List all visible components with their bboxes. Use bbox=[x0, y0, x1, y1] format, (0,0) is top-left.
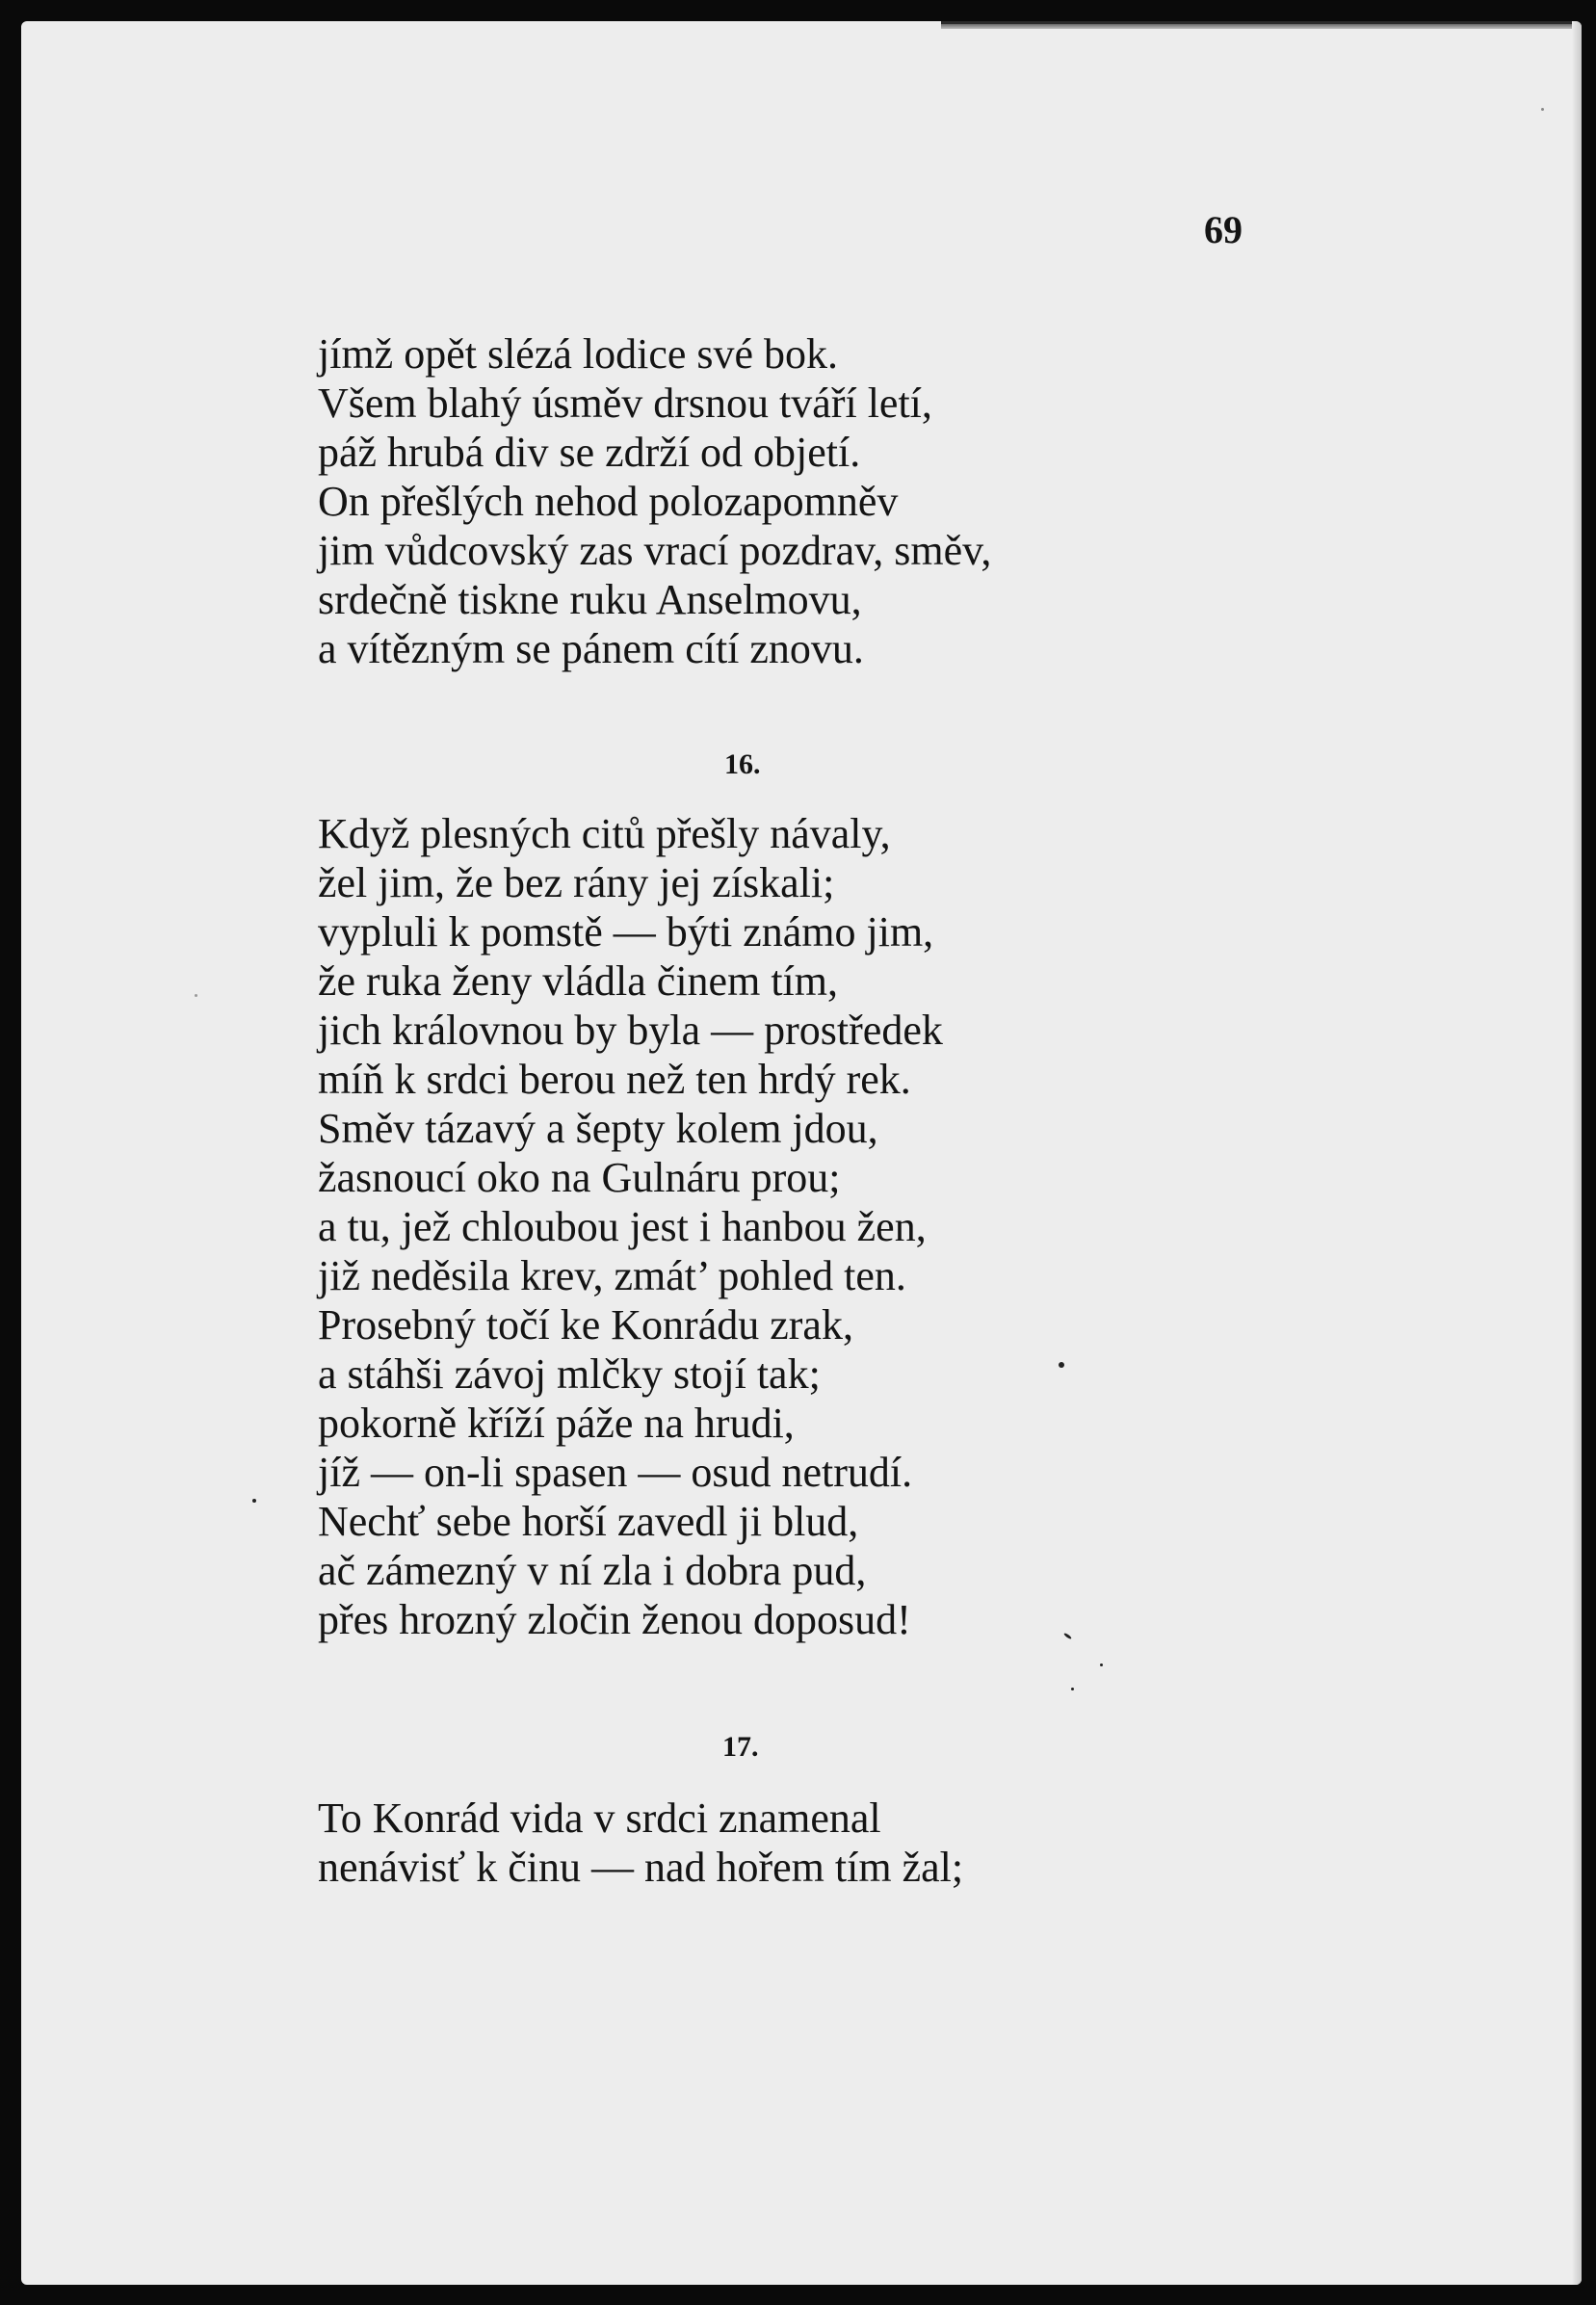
verse-line: On přešlých nehod polozapomněv bbox=[318, 478, 899, 525]
verse-line: To Konrád vida v srdci znamenal bbox=[318, 1794, 881, 1842]
verse-line: žasnoucí oko na Gulnáru prou; bbox=[318, 1154, 841, 1201]
paper-speck bbox=[1071, 1688, 1074, 1690]
paper-speck bbox=[1059, 1362, 1064, 1368]
verse-line: Když plesných citů přešly návaly, bbox=[318, 810, 891, 857]
stanza-15-continued bbox=[318, 329, 991, 673]
verse-line: Všem blahý úsměv drsnou tváří letí, bbox=[318, 380, 932, 427]
paper-speck bbox=[195, 994, 197, 997]
verse-line: Nechť sebe horší zavedl ji blud, bbox=[318, 1498, 859, 1545]
verse-line: přes hrozný zločin ženou doposud! bbox=[318, 1596, 911, 1643]
verse-line: ač zámezný v ní zla i dobra pud, bbox=[318, 1547, 867, 1594]
verse-line: a vítězným se pánem cítí znovu. bbox=[318, 625, 864, 672]
verse-line: nenávisť k činu — nad hořem tím žal; bbox=[318, 1844, 964, 1891]
page-number: 69 bbox=[1204, 208, 1243, 251]
verse-line: jímž opět slézá lodice své bok. bbox=[318, 330, 839, 378]
verse-line: Prosebný točí ke Konrádu zrak, bbox=[318, 1301, 853, 1349]
verse-line: již neděsila krev, zmát’ pohled ten. bbox=[318, 1252, 906, 1299]
verse-line: jíž — on-li spasen — osud netrudí. bbox=[318, 1449, 913, 1496]
verse-line: jim vůdcovský zas vrací pozdrav, směv, bbox=[318, 527, 992, 574]
stanza-16 bbox=[318, 809, 943, 1644]
verse-line: a tu, jež chloubou jest i hanbou žen, bbox=[318, 1203, 927, 1250]
verse-line: že ruka ženy vládla činem tím, bbox=[318, 957, 838, 1005]
stanza-number-16: 16. bbox=[724, 748, 761, 780]
verse-line: vypluli k pomstě — býti známo jim, bbox=[318, 908, 934, 956]
verse-line: páž hrubá div se zdrží od objetí. bbox=[318, 429, 861, 476]
paper-speck bbox=[1100, 1663, 1103, 1666]
verse-line: Směv tázavý a šepty kolem jdou, bbox=[318, 1105, 878, 1152]
paper-speck bbox=[252, 1499, 256, 1503]
verse-line: pokorně kříží páže na hrudi, bbox=[318, 1400, 795, 1447]
verse-line: žel jim, že bez rány jej získali; bbox=[318, 859, 835, 906]
page-right-edge-shadow bbox=[1572, 21, 1582, 2285]
verse-line: jich královnou by byla — prostředek bbox=[318, 1007, 943, 1054]
stanza-17 bbox=[318, 1794, 963, 1892]
book-page bbox=[21, 21, 1582, 2285]
verse-line: srdečně tiskne ruku Anselmovu, bbox=[318, 576, 862, 623]
paper-speck bbox=[1541, 108, 1544, 111]
verse-line: a stáhši závoj mlčky stojí tak; bbox=[318, 1350, 821, 1398]
page-top-edge-shadow bbox=[941, 21, 1582, 29]
verse-line: míň k srdci berou než ten hrdý rek. bbox=[318, 1056, 911, 1103]
paper-speck bbox=[1063, 1633, 1072, 1640]
stanza-number-17: 17. bbox=[722, 1731, 759, 1763]
